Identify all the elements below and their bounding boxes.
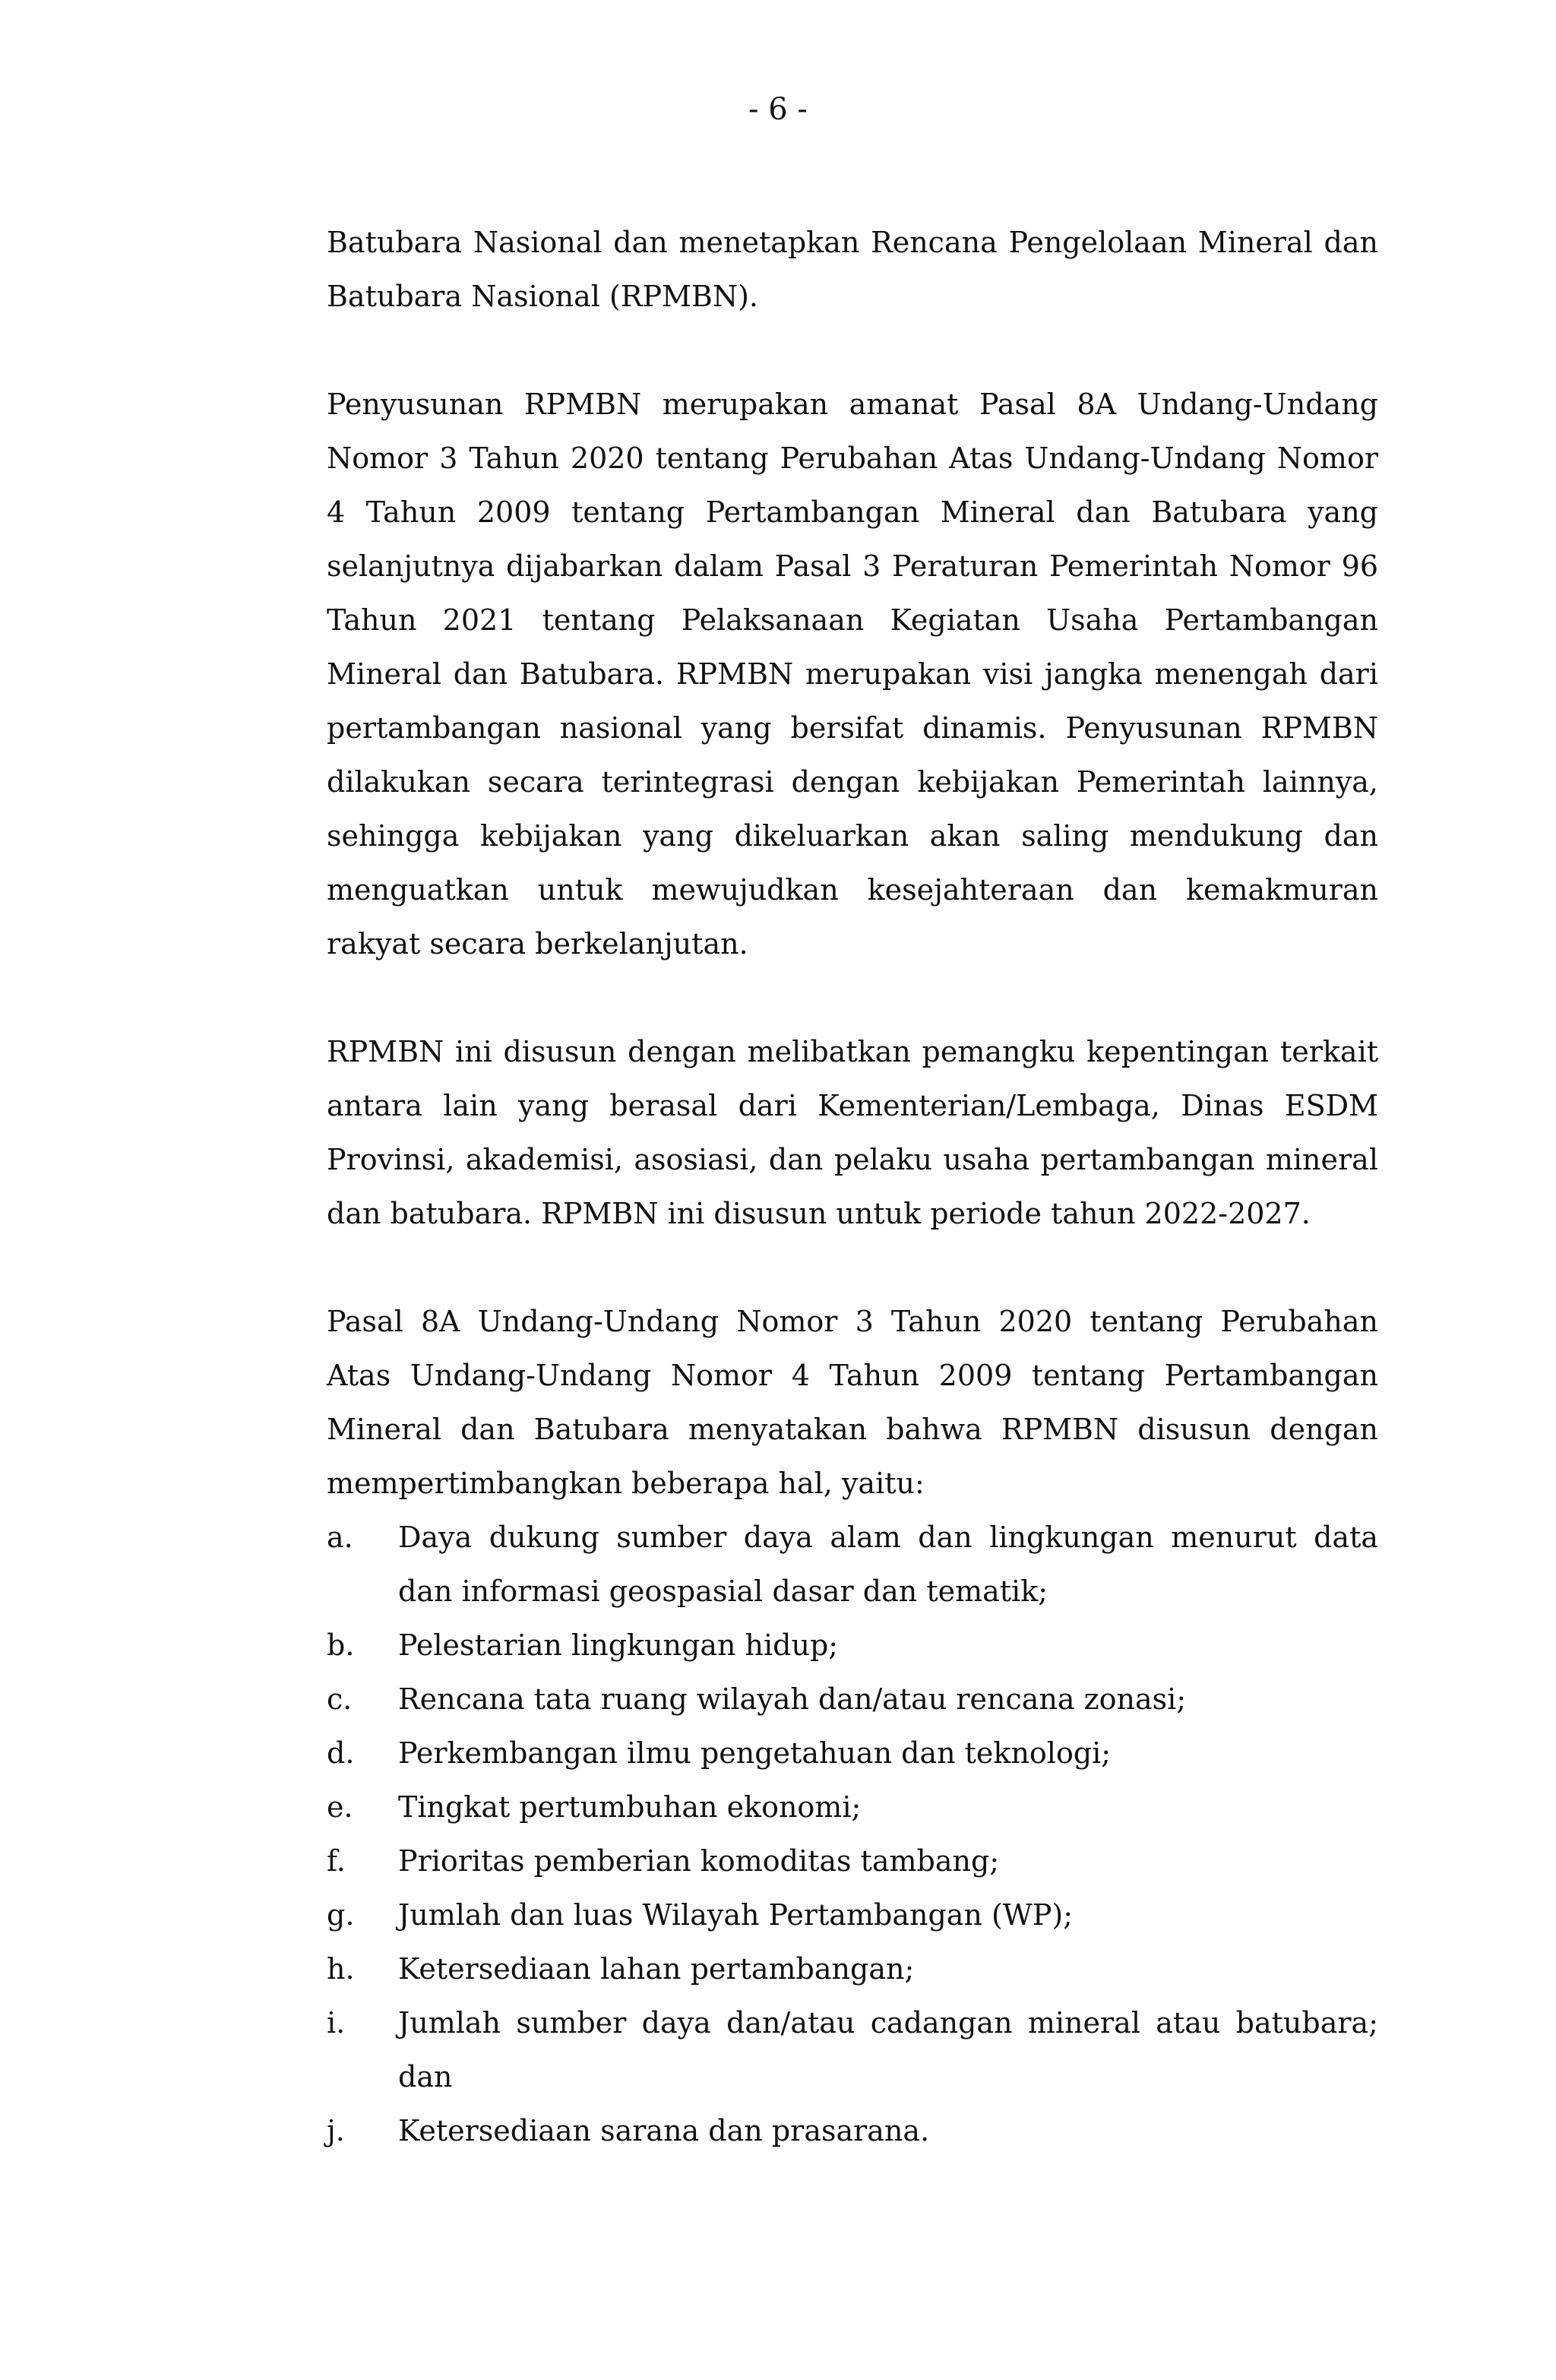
list-item <box>327 1511 1378 1619</box>
list-marker: d. <box>327 1736 355 1770</box>
paragraph-rpmbn-mandate: Penyusunan RPMBN merupakan amanat Pasal 8A Undang-Undang Nomor 3 Tahun 2020 tentang Perubahan Atas Undang-Undang Nomor 4 Tahun 2009 tentang Pertambangan Mineral dan Batubara yang selanjutnya dijabarkan dalam Pasal 3 Peraturan Pemerintah Nomor 96 Tahun 2021 tentang Pelaksanaan Kegiatan Usaha Pertambangan Mineral dan Batubara. RPMBN merupakan visi jangka menengah dari pertambangan nasional yang bersifat dinamis. Penyusunan RPMBN dilakukan secara terintegrasi dengan kebijakan Pemerintah lainnya, sehingga kebijakan yang dikeluarkan akan saling mendukung dan menguatkan untuk mewujudkan kesejahteraan dan kemakmuran rakyat secara berkelanjutan. <box>327 388 1378 961</box>
list-marker: i. <box>327 2006 346 2040</box>
list-marker: f. <box>327 1844 346 1878</box>
paragraph-rpmbn-considerations: Pasal 8A Undang-Undang Nomor 3 Tahun 2020 tentang Perubahan Atas Undang-Undang Nomor 4 Tahun 2009 tentang Pertambangan Mineral dan Batubara menyatakan bahwa RPMBN disusun dengan mempertimbangkan beberapa hal, yaitu: <box>327 1305 1378 1500</box>
list-marker: g. <box>327 1898 355 1932</box>
list-item <box>327 1834 1378 1888</box>
list-item <box>327 1780 1378 1834</box>
list-item <box>327 1726 1378 1780</box>
list-item <box>327 1996 1378 2104</box>
list-item <box>327 1942 1378 1996</box>
list-marker: c. <box>327 1682 353 1716</box>
paragraph-rpmbn-stakeholders: RPMBN ini disusun dengan melibatkan pemangku kepentingan terkait antara lain yang berasal dari Kementerian/Lembaga, Dinas ESDM Provinsi, akademisi, asosiasi, dan pelaku usaha pertambangan mineral dan batubara. RPMBN ini disusun untuk periode tahun 2022-2027. <box>327 1035 1378 1230</box>
list-item-text: Prioritas pemberian komoditas tambang; <box>398 1844 1000 1878</box>
list-item-text: Jumlah sumber daya dan/atau cadangan mineral atau batubara; dan <box>398 2006 1378 2094</box>
considerations-list <box>327 1511 1378 2158</box>
list-item-text: Jumlah dan luas Wilayah Pertambangan (WP); <box>398 1898 1074 1932</box>
list-item <box>327 1673 1378 1726</box>
list-marker: e. <box>327 1790 353 1824</box>
list-item-text: Ketersediaan sarana dan prasarana. <box>398 2114 930 2147</box>
list-item <box>327 2104 1378 2158</box>
page-number: - 6 - <box>748 92 808 127</box>
list-item-text: Daya dukung sumber daya alam dan lingkungan menurut data dan informasi geospasial dasar dan tematik; <box>398 1521 1378 1608</box>
list-marker: b. <box>327 1628 355 1662</box>
paragraph-rpmbn-intro: Batubara Nasional dan menetapkan Rencana Pengelolaan Mineral dan Batubara Nasional (RPMBN). <box>327 226 1378 313</box>
list-item-text: Perkembangan ilmu pengetahuan dan teknologi; <box>398 1736 1112 1770</box>
list-marker: a. <box>327 1521 353 1554</box>
list-item-text: Ketersediaan lahan pertambangan; <box>398 1952 915 1986</box>
list-item-text: Rencana tata ruang wilayah dan/atau rencana zonasi; <box>398 1682 1187 1716</box>
list-item <box>327 1888 1378 1942</box>
list-marker: j. <box>327 2114 345 2147</box>
list-item <box>327 1619 1378 1673</box>
document-body <box>327 216 1378 2158</box>
list-marker: h. <box>327 1952 355 1986</box>
list-item-text: Tingkat pertumbuhan ekonomi; <box>398 1790 862 1824</box>
list-item-text: Pelestarian lingkungan hidup; <box>398 1628 839 1662</box>
